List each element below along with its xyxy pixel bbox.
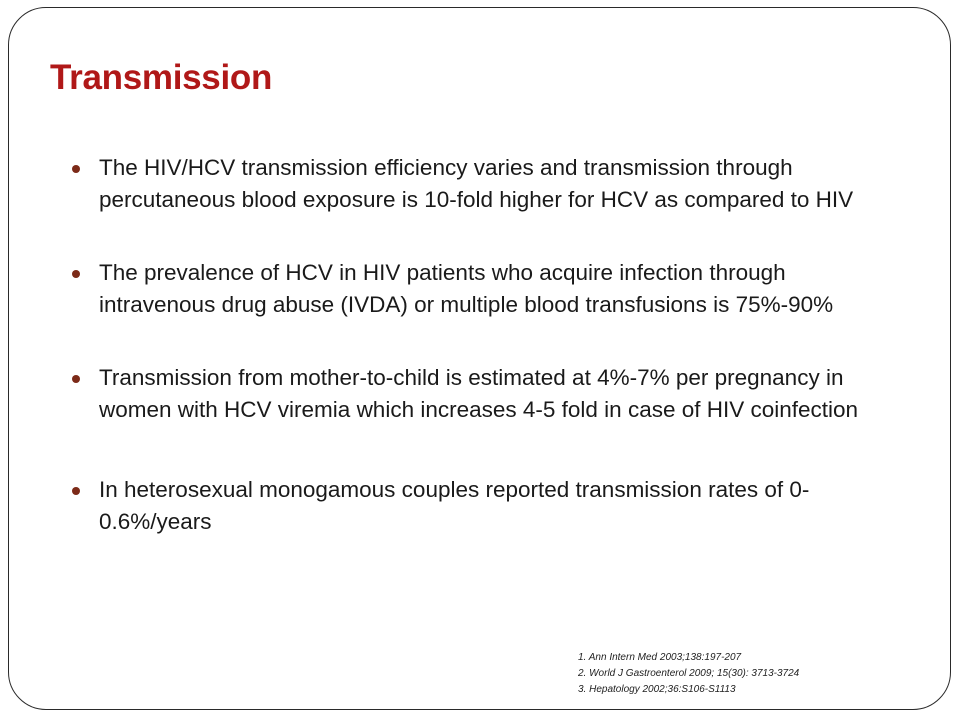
reference-item: 2. World J Gastroenterol 2009; 15(30): 3713-3724: [578, 668, 800, 679]
bullet-dot-icon: [72, 270, 80, 278]
reference-item: 1. Ann Intern Med 2003;138:197-207: [578, 652, 742, 663]
bullet-item: [72, 257, 862, 321]
bullet-text: In heterosexual monogamous couples reported transmission rates of 0-0.6%/years: [99, 477, 810, 534]
reference-item: 3. Hepatology 2002;36:S106-S1113: [578, 684, 736, 695]
references-list: [578, 650, 799, 698]
bullet-list: [72, 152, 862, 538]
bullet-item: [72, 474, 862, 538]
bullet-dot-icon: [72, 375, 80, 383]
bullet-text: Transmission from mother-to-child is estimated at 4%-7% per pregnancy in women with HCV viremia which increases 4-5 fold in case of HIV coinfection: [99, 365, 859, 422]
bullet-item: [72, 152, 862, 216]
bullet-text: The HIV/HCV transmission efficiency varies and transmission through percutaneous blood exposure is 10-fold higher for HCV as compared to HIV: [99, 155, 854, 212]
bullet-dot-icon: [72, 165, 80, 173]
slide-title: Transmission: [50, 58, 273, 97]
bullet-item: [72, 362, 862, 426]
bullet-dot-icon: [72, 487, 80, 495]
bullet-text: The prevalence of HCV in HIV patients who acquire infection through intravenous drug abuse (IVDA) or multiple blood transfusions is 75%-90%: [99, 260, 834, 317]
